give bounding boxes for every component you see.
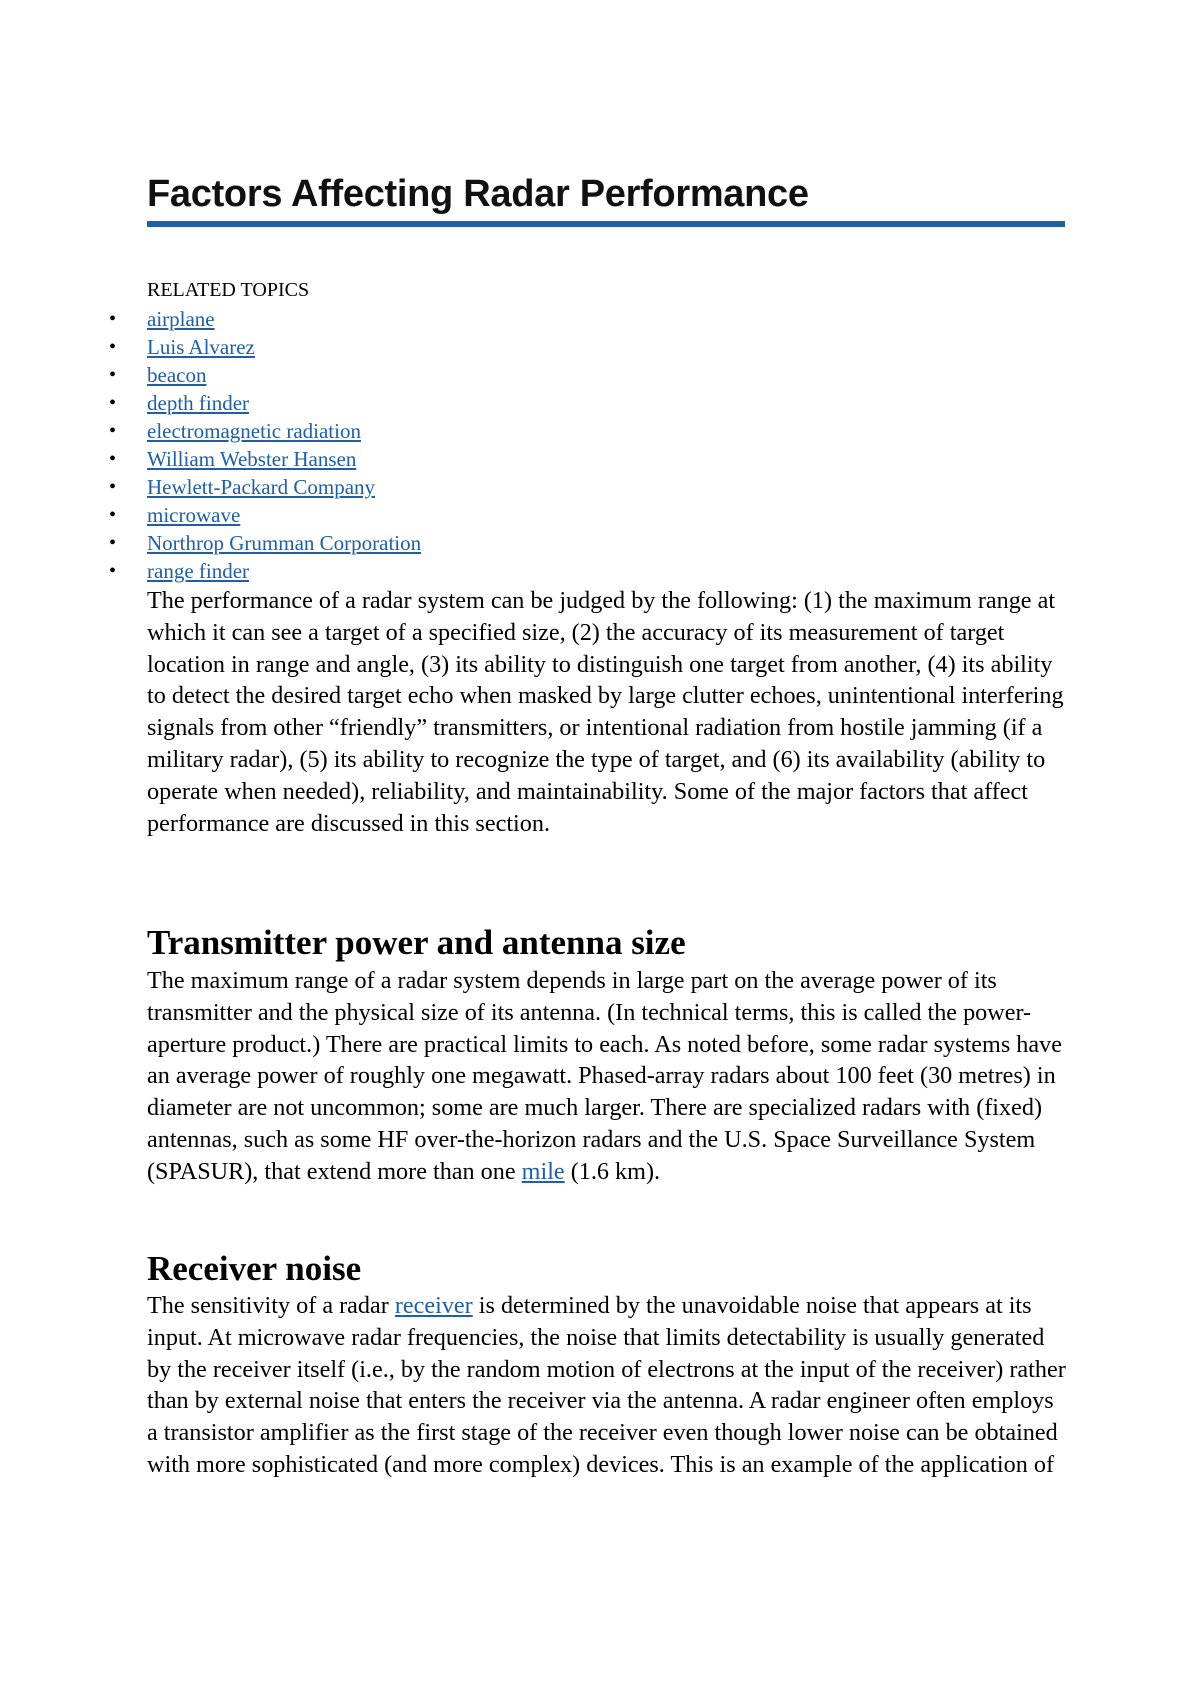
related-topic-link-luis-alvarez[interactable]: Luis Alvarez xyxy=(147,335,255,359)
bullet-icon: • xyxy=(109,336,117,358)
section-heading-receiver-noise: Receiver noise xyxy=(147,1249,362,1288)
related-topic-link-william-webster-hansen[interactable]: William Webster Hansen xyxy=(147,447,357,471)
receiver-link[interactable]: receiver xyxy=(394,1292,473,1319)
intro-paragraph: The performance of a radar system can be judged by the following: (1) the maximum range at which it can see a target of a specified size, (2) the accuracy of its measurement of target location in range and angle, (3) its ability to distinguish one target from another, (4) its ability to detect the desired target echo when masked by large clutter echoes, unintentional interfering signals from other “friendly” transmitters, or intentional radiation from hostile jamming (if a military radar), (5) its ability to recognize the type of target, and (6) its availability (ability to operate when needed), reliability, and maintainability. Some of the major factors that affect performance are discussed in this section. xyxy=(147,587,1064,837)
bullet-icon: • xyxy=(109,308,117,330)
related-topics-label: RELATED TOPICS xyxy=(147,279,310,301)
related-topic-link-range-finder[interactable]: range finder xyxy=(147,559,250,583)
bullet-icon: • xyxy=(109,392,117,414)
related-topic-item xyxy=(109,529,422,557)
related-topic-item xyxy=(109,417,421,445)
related-topic-item xyxy=(109,305,421,333)
transmitter-paragraph xyxy=(147,965,1067,1188)
related-topic-link-microwave[interactable]: microwave xyxy=(147,503,241,527)
bullet-icon: • xyxy=(109,560,117,582)
transmitter-text-after: (1.6 km). xyxy=(564,1157,661,1185)
title-underline-rule xyxy=(147,221,1065,227)
related-topic-item xyxy=(109,501,421,529)
transmitter-text-before: The maximum range of a radar system depends in large part on the average power of its transmitter and the physical size of its antenna. (In technical terms, this is called the power-aperture product.) There are practical limits to each. As noted before, some radar systems have an average power of roughly one megawatt. Phased-array radars about 100 feet (30 metres) in diameter are not uncommon; some are much larger. There are specialized radars with (fixed) antennas, such as some HF over-the-horizon radars and the U.S. Space Surveillance System (SPASUR), that extend more than one xyxy=(147,967,1062,1185)
related-topic-link-hewlett-packard[interactable]: Hewlett-Packard Company xyxy=(147,475,376,499)
related-topic-link-airplane[interactable]: airplane xyxy=(147,307,215,331)
related-topic-item xyxy=(109,389,421,417)
bullet-icon: • xyxy=(109,476,117,498)
bullet-icon: • xyxy=(109,504,117,526)
bullet-icon: • xyxy=(109,420,117,442)
bullet-icon: • xyxy=(109,364,117,386)
related-topic-link-northrop-grumman[interactable]: Northrop Grumman Corporation xyxy=(147,531,422,555)
mile-link[interactable]: mile xyxy=(521,1157,565,1185)
bullet-icon: • xyxy=(109,448,117,470)
bullet-icon: • xyxy=(109,532,117,554)
related-topic-link-depth-finder[interactable]: depth finder xyxy=(147,391,250,415)
related-topic-item xyxy=(109,361,421,389)
related-topic-link-electromagnetic-radiation[interactable]: electromagnetic radiation xyxy=(147,419,361,443)
related-topic-item xyxy=(109,333,421,361)
related-topics-list xyxy=(109,305,422,585)
page-title: Factors Affecting Radar Performance xyxy=(147,173,809,215)
receiver-text-after: is determined by the unavoidable noise that appears at its input. At microwave radar frequencies, the noise that limits detectability is usually generated by the receiver itself (i.e., by the random motion of electrons at the input of the receiver) rather than by external noise that enters the receiver via the antenna. A radar engineer often employs a transistor amplifier as the first stage of the receiver even though lower noise can be obtained with more sophisticated (and more complex) devices. This is an example of the application of xyxy=(147,1292,1066,1478)
related-topic-link-beacon[interactable]: beacon xyxy=(147,363,207,387)
section-heading-transmitter: Transmitter power and antenna size xyxy=(147,923,686,962)
related-topic-item xyxy=(109,557,421,585)
related-topic-item xyxy=(109,445,421,473)
receiver-noise-paragraph xyxy=(147,1290,1067,1481)
receiver-text-before: The sensitivity of a radar xyxy=(147,1292,395,1319)
related-topic-item xyxy=(109,473,421,501)
